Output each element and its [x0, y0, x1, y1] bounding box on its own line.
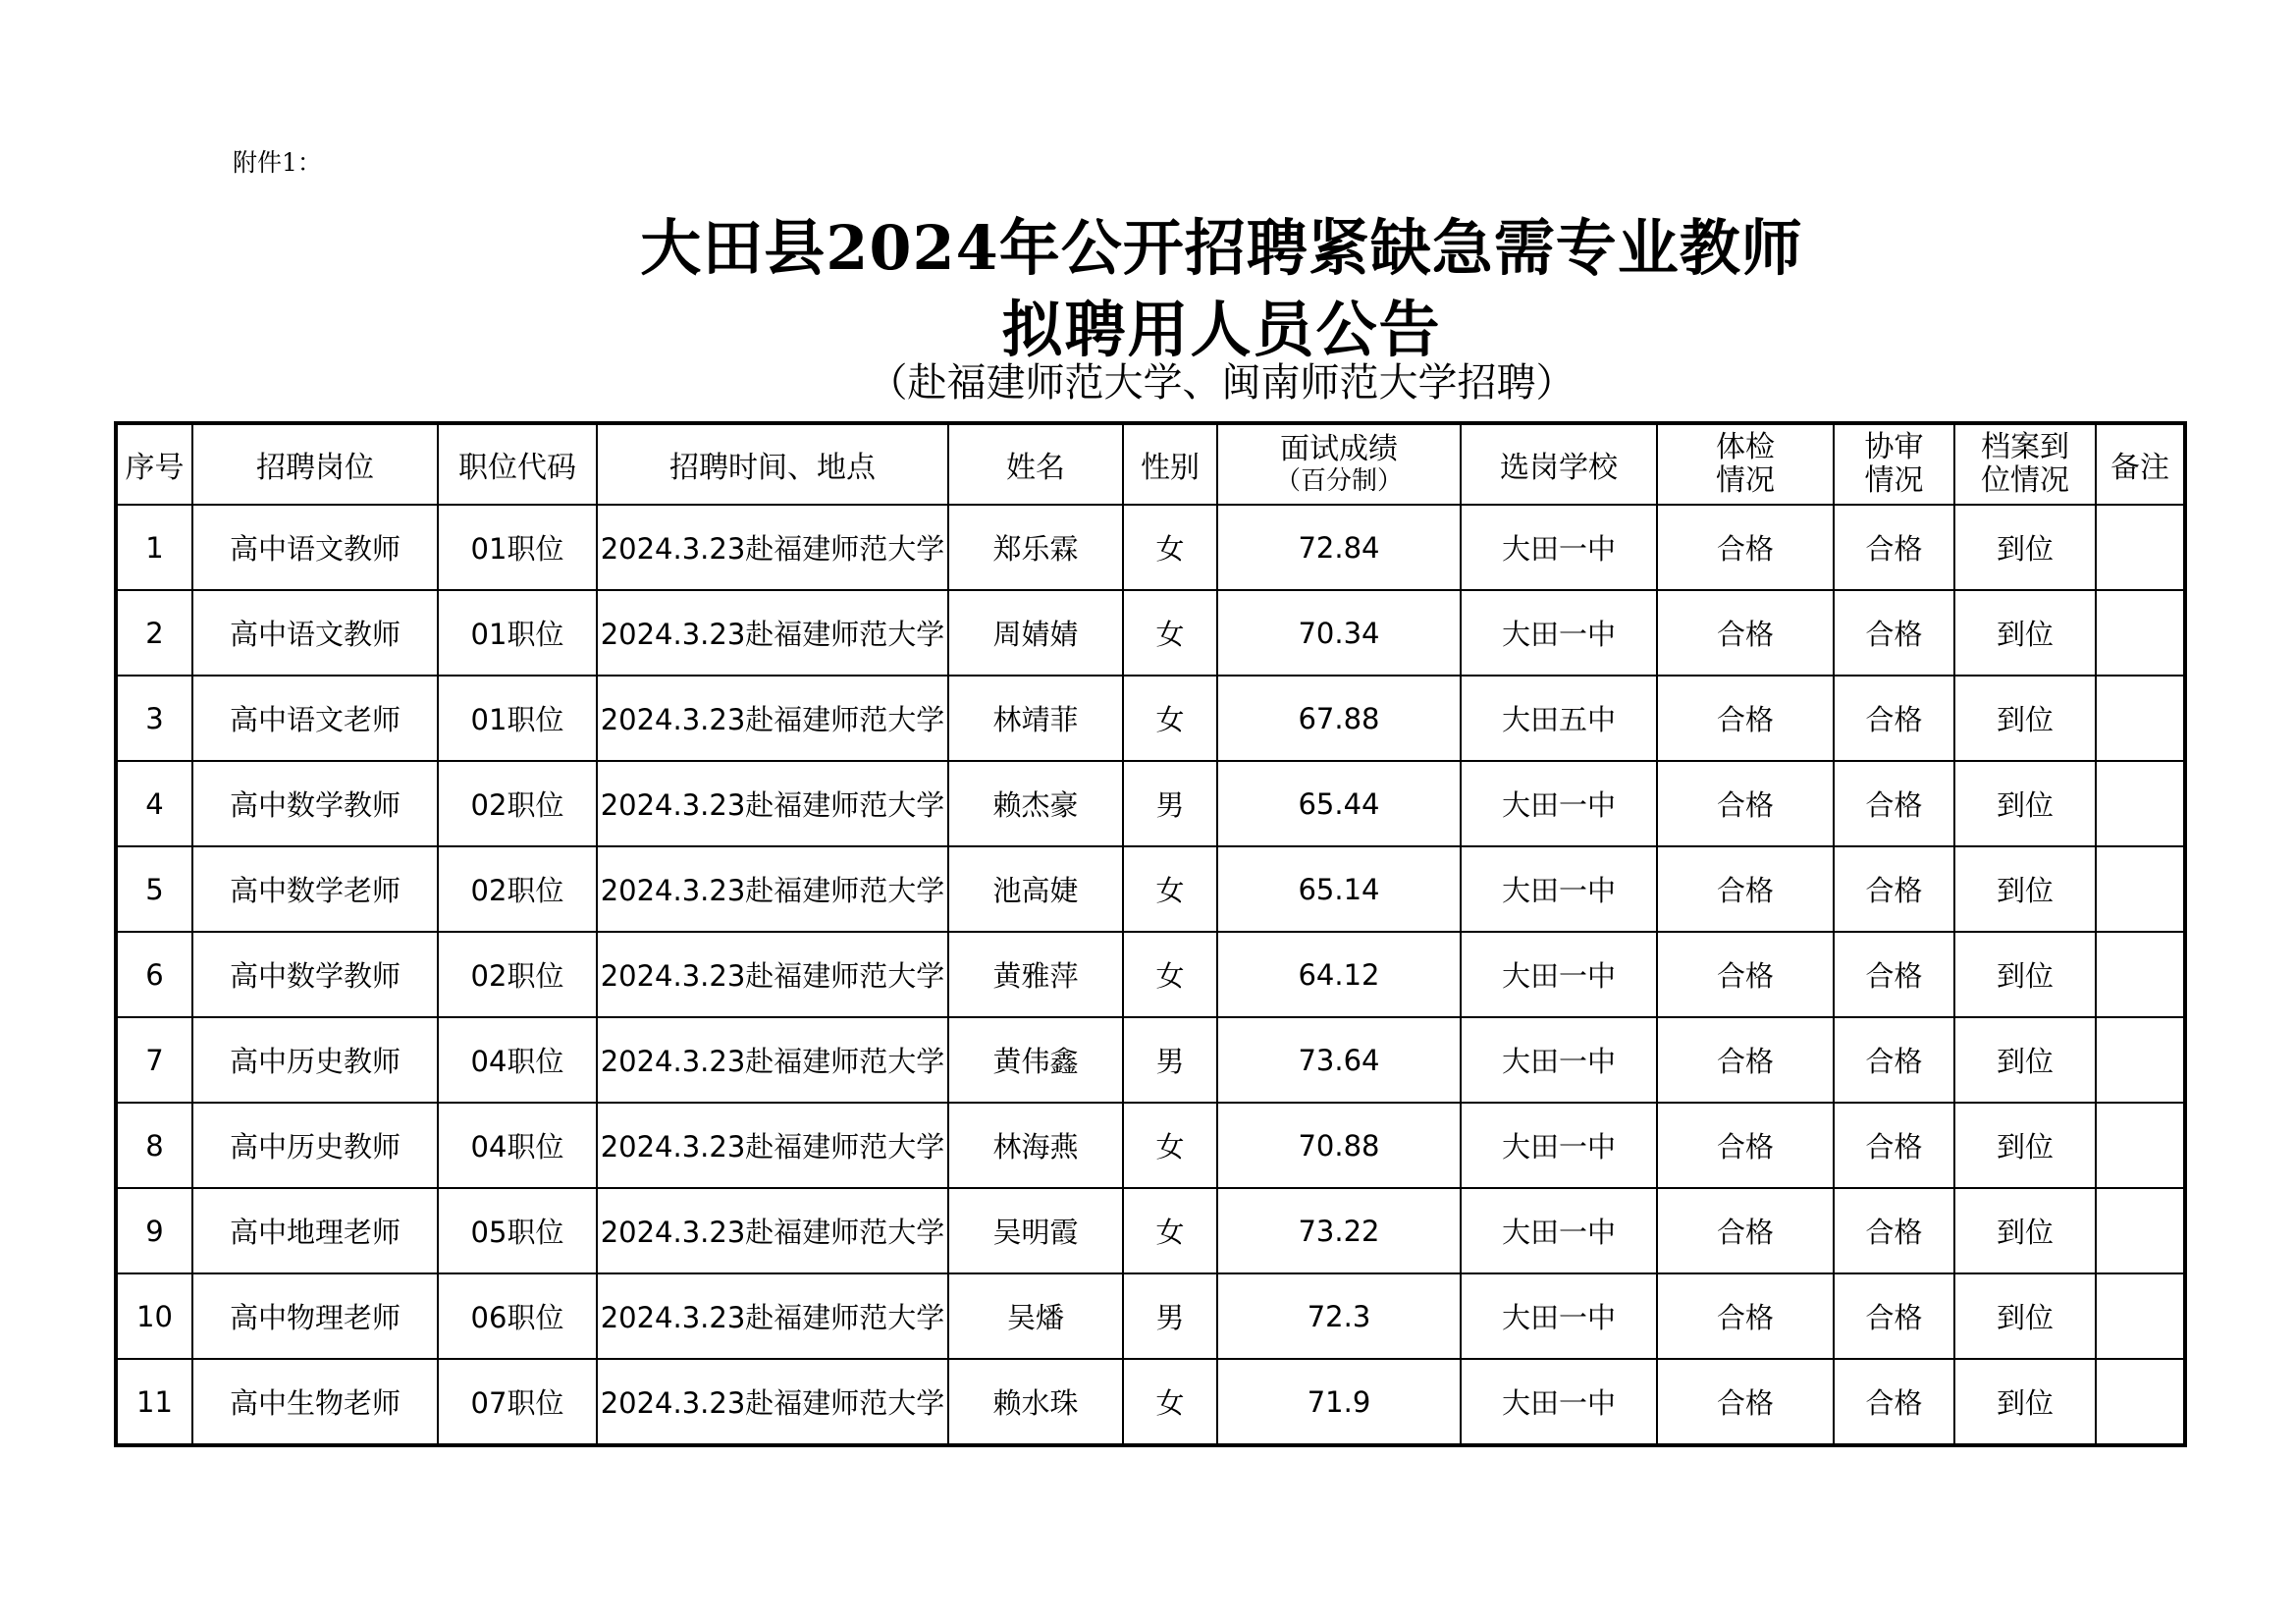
cell-archive: 到位: [1954, 846, 2096, 932]
table-row: [116, 590, 2185, 676]
cell-school: 大田一中: [1461, 505, 1657, 590]
page-subtitle: （赴福建师范大学、闽南师范大学招聘）: [868, 360, 1575, 406]
cell-time-place: 2024.3.23赴福建师范大学: [597, 846, 948, 932]
cell-archive: 到位: [1954, 1103, 2096, 1188]
cell-score: 65.44: [1217, 761, 1461, 846]
cell-gender: 女: [1123, 932, 1217, 1017]
table-row: [116, 1359, 2185, 1445]
cell-school: 大田一中: [1461, 932, 1657, 1017]
cell-code: 04职位: [438, 1103, 597, 1188]
header-archive: [1954, 423, 2096, 505]
header-archive-line1: 档案到: [1981, 430, 2069, 464]
cell-archive: 到位: [1954, 676, 2096, 761]
cell-physical: 合格: [1657, 1017, 1834, 1103]
cell-name: 黄雅萍: [948, 932, 1123, 1017]
cell-position: 高中数学教师: [192, 761, 438, 846]
cell-gender: 男: [1123, 761, 1217, 846]
cell-remark: [2096, 590, 2185, 676]
cell-gender: 女: [1123, 846, 1217, 932]
cell-code: 07职位: [438, 1359, 597, 1445]
cell-position: 高中数学老师: [192, 846, 438, 932]
header-position: 招聘岗位: [192, 423, 438, 505]
header-remark: 备注: [2096, 423, 2185, 505]
cell-review: 合格: [1834, 505, 1954, 590]
cell-score: 71.9: [1217, 1359, 1461, 1445]
cell-position: 高中数学教师: [192, 932, 438, 1017]
cell-name: 林靖菲: [948, 676, 1123, 761]
cell-code: 02职位: [438, 932, 597, 1017]
hiring-table: [114, 421, 2187, 1447]
cell-archive: 到位: [1954, 590, 2096, 676]
cell-time-place: 2024.3.23赴福建师范大学: [597, 932, 948, 1017]
cell-review: 合格: [1834, 1017, 1954, 1103]
cell-school: 大田一中: [1461, 846, 1657, 932]
cell-archive: 到位: [1954, 505, 2096, 590]
cell-code: 04职位: [438, 1017, 597, 1103]
cell-school: 大田一中: [1461, 590, 1657, 676]
page-title: 大田县2024年公开招聘紧缺急需专业教师: [640, 212, 1803, 284]
cell-school: 大田一中: [1461, 761, 1657, 846]
cell-position: 高中语文教师: [192, 590, 438, 676]
header-score-main: 面试成绩: [1280, 432, 1398, 466]
table-row: [116, 1017, 2185, 1103]
cell-time-place: 2024.3.23赴福建师范大学: [597, 1103, 948, 1188]
cell-seq: 4: [116, 761, 192, 846]
cell-school: 大田一中: [1461, 1017, 1657, 1103]
cell-name: 赖水珠: [948, 1359, 1123, 1445]
cell-school: 大田一中: [1461, 1359, 1657, 1445]
cell-physical: 合格: [1657, 1273, 1834, 1359]
cell-remark: [2096, 676, 2185, 761]
cell-physical: 合格: [1657, 846, 1834, 932]
cell-name: 吴明霞: [948, 1188, 1123, 1273]
cell-seq: 3: [116, 676, 192, 761]
header-review-line1: 协审: [1864, 430, 1924, 464]
cell-seq: 7: [116, 1017, 192, 1103]
cell-physical: 合格: [1657, 505, 1834, 590]
cell-remark: [2096, 761, 2185, 846]
cell-code: 06职位: [438, 1273, 597, 1359]
cell-physical: 合格: [1657, 1188, 1834, 1273]
cell-time-place: 2024.3.23赴福建师范大学: [597, 1359, 948, 1445]
cell-position: 高中历史教师: [192, 1103, 438, 1188]
table-body: [116, 505, 2185, 1445]
cell-review: 合格: [1834, 932, 1954, 1017]
cell-archive: 到位: [1954, 761, 2096, 846]
cell-score: 72.84: [1217, 505, 1461, 590]
cell-physical: 合格: [1657, 1359, 1834, 1445]
cell-score: 70.34: [1217, 590, 1461, 676]
cell-remark: [2096, 846, 2185, 932]
cell-review: 合格: [1834, 676, 1954, 761]
header-seq: 序号: [116, 423, 192, 505]
cell-school: 大田一中: [1461, 1273, 1657, 1359]
cell-code: 02职位: [438, 846, 597, 932]
cell-name: 池高婕: [948, 846, 1123, 932]
cell-physical: 合格: [1657, 590, 1834, 676]
cell-time-place: 2024.3.23赴福建师范大学: [597, 1273, 948, 1359]
header-score-sub: （百分制）: [1274, 466, 1403, 496]
cell-gender: 男: [1123, 1017, 1217, 1103]
cell-remark: [2096, 1359, 2185, 1445]
cell-time-place: 2024.3.23赴福建师范大学: [597, 590, 948, 676]
cell-school: 大田一中: [1461, 1188, 1657, 1273]
cell-position: 高中生物老师: [192, 1359, 438, 1445]
header-physical: [1657, 423, 1834, 505]
table-row: [116, 932, 2185, 1017]
table-row: [116, 676, 2185, 761]
header-time-place: 招聘时间、地点: [597, 423, 948, 505]
cell-name: 黄伟鑫: [948, 1017, 1123, 1103]
cell-position: 高中物理老师: [192, 1273, 438, 1359]
cell-score: 73.64: [1217, 1017, 1461, 1103]
table-row: [116, 1188, 2185, 1273]
header-archive-line2: 位情况: [1981, 463, 2069, 498]
cell-score: 70.88: [1217, 1103, 1461, 1188]
cell-time-place: 2024.3.23赴福建师范大学: [597, 1017, 948, 1103]
cell-archive: 到位: [1954, 1273, 2096, 1359]
cell-physical: 合格: [1657, 761, 1834, 846]
cell-seq: 8: [116, 1103, 192, 1188]
cell-remark: [2096, 1188, 2185, 1273]
cell-physical: 合格: [1657, 932, 1834, 1017]
table-row: [116, 1273, 2185, 1359]
cell-remark: [2096, 1103, 2185, 1188]
cell-archive: 到位: [1954, 1359, 2096, 1445]
cell-remark: [2096, 932, 2185, 1017]
cell-review: 合格: [1834, 761, 1954, 846]
cell-gender: 女: [1123, 1103, 1217, 1188]
cell-code: 01职位: [438, 505, 597, 590]
cell-name: 周婧婧: [948, 590, 1123, 676]
cell-archive: 到位: [1954, 1188, 2096, 1273]
cell-review: 合格: [1834, 846, 1954, 932]
cell-name: 吴燔: [948, 1273, 1123, 1359]
cell-archive: 到位: [1954, 1017, 2096, 1103]
cell-archive: 到位: [1954, 932, 2096, 1017]
table-header-row: [116, 423, 2185, 505]
cell-review: 合格: [1834, 1103, 1954, 1188]
cell-score: 72.3: [1217, 1273, 1461, 1359]
cell-name: 林海燕: [948, 1103, 1123, 1188]
cell-review: 合格: [1834, 1188, 1954, 1273]
header-name: 姓名: [948, 423, 1123, 505]
header-code: 职位代码: [438, 423, 597, 505]
cell-seq: 1: [116, 505, 192, 590]
cell-review: 合格: [1834, 1273, 1954, 1359]
cell-seq: 2: [116, 590, 192, 676]
cell-physical: 合格: [1657, 676, 1834, 761]
table-row: [116, 1103, 2185, 1188]
cell-seq: 11: [116, 1359, 192, 1445]
header-physical-line2: 情况: [1716, 463, 1775, 498]
header-physical-line1: 体检: [1716, 430, 1775, 464]
cell-seq: 10: [116, 1273, 192, 1359]
cell-code: 01职位: [438, 590, 597, 676]
cell-physical: 合格: [1657, 1103, 1834, 1188]
cell-code: 02职位: [438, 761, 597, 846]
cell-position: 高中历史教师: [192, 1017, 438, 1103]
cell-remark: [2096, 1017, 2185, 1103]
cell-position: 高中语文老师: [192, 676, 438, 761]
header-score: [1217, 423, 1461, 505]
cell-seq: 5: [116, 846, 192, 932]
cell-position: 高中语文教师: [192, 505, 438, 590]
cell-code: 05职位: [438, 1188, 597, 1273]
cell-score: 73.22: [1217, 1188, 1461, 1273]
cell-remark: [2096, 1273, 2185, 1359]
cell-review: 合格: [1834, 590, 1954, 676]
cell-gender: 女: [1123, 676, 1217, 761]
cell-time-place: 2024.3.23赴福建师范大学: [597, 505, 948, 590]
cell-gender: 男: [1123, 1273, 1217, 1359]
header-gender: 性别: [1123, 423, 1217, 505]
table-row: [116, 505, 2185, 590]
attachment-label: 附件1：: [233, 148, 322, 177]
cell-gender: 女: [1123, 505, 1217, 590]
cell-gender: 女: [1123, 1188, 1217, 1273]
cell-seq: 6: [116, 932, 192, 1017]
cell-position: 高中地理老师: [192, 1188, 438, 1273]
cell-code: 01职位: [438, 676, 597, 761]
cell-score: 64.12: [1217, 932, 1461, 1017]
header-review: [1834, 423, 1954, 505]
cell-school: 大田一中: [1461, 1103, 1657, 1188]
cell-time-place: 2024.3.23赴福建师范大学: [597, 761, 948, 846]
cell-score: 65.14: [1217, 846, 1461, 932]
cell-name: 郑乐霖: [948, 505, 1123, 590]
cell-school: 大田五中: [1461, 676, 1657, 761]
cell-gender: 女: [1123, 1359, 1217, 1445]
cell-gender: 女: [1123, 590, 1217, 676]
page-title-line2: 拟聘用人员公告: [1001, 294, 1442, 365]
cell-time-place: 2024.3.23赴福建师范大学: [597, 1188, 948, 1273]
header-school: 选岗学校: [1461, 423, 1657, 505]
table-row: [116, 846, 2185, 932]
cell-seq: 9: [116, 1188, 192, 1273]
cell-remark: [2096, 505, 2185, 590]
cell-score: 67.88: [1217, 676, 1461, 761]
cell-review: 合格: [1834, 1359, 1954, 1445]
table-row: [116, 761, 2185, 846]
header-review-line2: 情况: [1864, 463, 1924, 498]
cell-name: 赖杰豪: [948, 761, 1123, 846]
cell-time-place: 2024.3.23赴福建师范大学: [597, 676, 948, 761]
